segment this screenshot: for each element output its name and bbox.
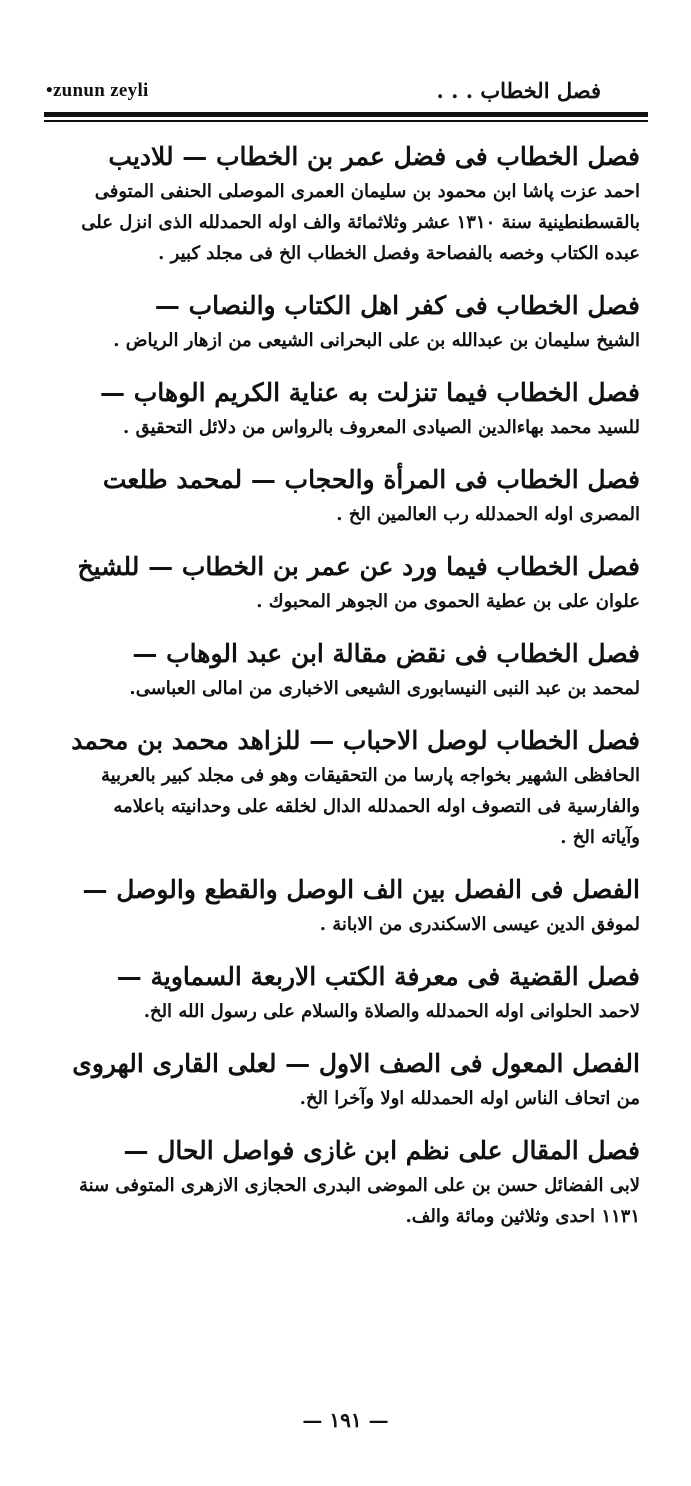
entry-body: علوان على بن عطية الحموى من الجوهر المحبوك . <box>256 591 640 612</box>
entry-title: فصل الخطاب فيما تنزلت به عناية الكريم الوهاب — <box>100 378 640 407</box>
entry-title: فصل القضية فى معرفة الكتب الاربعة السماوية — <box>116 962 640 991</box>
entry <box>70 548 640 617</box>
entry <box>70 374 640 443</box>
entry-title: فصل الخطاب فى نقض مقالة ابن عبد الوهاب — <box>132 639 640 668</box>
entry <box>70 138 640 269</box>
entry-title: الفصل فى الفصل بين الف الوصل والقطع والوصل — <box>82 875 640 904</box>
page-number: — ١٩١ — <box>302 1408 389 1432</box>
entry-body: للسيد محمد بهاءالدين الصيادى المعروف بالرواس من دلائل التحقيق . <box>123 417 640 438</box>
entries-list <box>70 138 640 1250</box>
entry <box>70 871 640 940</box>
entry-title: فصل الخطاب فى كفر اهل الكتاب والنصاب — <box>154 291 640 320</box>
header-running-title: •zunun zeyli <box>46 80 149 101</box>
entry-body: لمحمد بن عبد النبى النيسابورى الشيعى الاخبارى من امالى العباسى. <box>129 678 640 699</box>
header-section-title: فصل الخطاب . . . <box>436 78 601 103</box>
entry-title: فصل الخطاب فى فضل عمر بن الخطاب — للاديب <box>108 142 640 171</box>
header-rule-thin <box>44 120 648 122</box>
entry-body: من اتحاف الناس اوله الحمدلله اولا وآخرا الخ. <box>299 1088 640 1109</box>
header-rule-thick <box>44 112 648 117</box>
entry-title: فصل الخطاب فى المرأة والحجاب — لمحمد طلعت <box>102 465 640 494</box>
entry-body: لاحمد الحلوانى اوله الحمدلله والصلاة والسلام على رسول الله الخ. <box>143 1001 640 1022</box>
entry-body: المصرى اوله الحمدلله رب العالمين الخ . <box>336 504 640 525</box>
entry <box>70 635 640 704</box>
entry-body: احمد عزت پاشا ابن محمود بن سليمان العمرى الموصلى الحنفى المتوفى بالقسطنطينية سنة ١٣١٠ عشر وثلاثمائة والف اوله الحمدلله الذى انزل على عبده الكتاب وخصه بالفصاحة وفصل الخطاب الخ فى مجلد كبير . <box>81 181 640 264</box>
entry-body: لابى الفضائل حسن بن على الموضى البدرى الحجازى الازهرى المتوفى سنة ١١٣١ احدى وثلاثين ومائة والف. <box>78 1175 640 1227</box>
entry <box>70 1045 640 1114</box>
entry-title: فصل المقال على نظم ابن غازى فواصل الحال — <box>123 1136 640 1165</box>
entry-body: الشيخ سليمان بن عبدالله بن على البحرانى الشيعى من ازهار الرياض . <box>113 330 640 351</box>
entry-body: لموفق الدين عيسى الاسكندرى من الابانة . <box>319 914 640 935</box>
entry <box>70 461 640 530</box>
entry <box>70 958 640 1027</box>
entry-title: الفصل المعول فى الصف الاول — لعلى القارى الهروى <box>72 1049 640 1078</box>
entry <box>70 287 640 356</box>
entry <box>70 1132 640 1232</box>
entry-body: الحافظى الشهير بخواجه پارسا من التحقيقات وهو فى مجلد كبير بالعربية والفارسية فى التصوف اوله الحمدلله الدال لخلقه على وحدانيته باعلامه وآياته الخ . <box>100 765 640 848</box>
entry <box>70 722 640 853</box>
entry-title: فصل الخطاب لوصل الاحباب — للزاهد محمد بن محمد <box>71 726 640 755</box>
entry-title: فصل الخطاب فيما ورد عن عمر بن الخطاب — للشيخ <box>77 552 640 581</box>
